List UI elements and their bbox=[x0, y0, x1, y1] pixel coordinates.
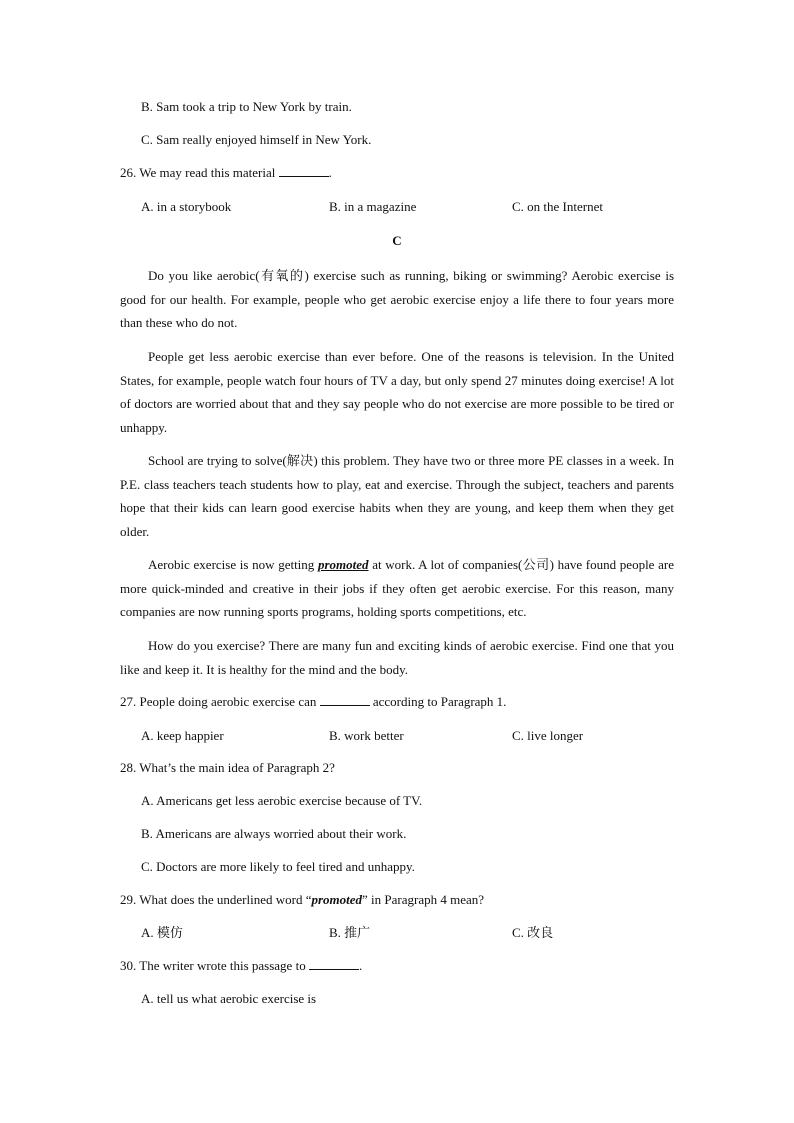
q25-option-c: C. Sam really enjoyed himself in New York. bbox=[141, 132, 372, 147]
p4-text-after: at work. A lot of companies(公司) have found people are more quick-minded and creative in their jobs if they often get aerobic exercise. For this reason, many companies are now running sports programs, holding sports competitions, etc. bbox=[120, 557, 674, 619]
p4-text-before: Aerobic exercise is now getting bbox=[148, 557, 318, 572]
q27-stem-after: according to Paragraph 1. bbox=[372, 694, 507, 709]
passage-paragraph-5: How do you exercise? There are many fun and exciting kinds of aerobic exercise. Find one that you like and keep it. It is healthy for the mind and the body. bbox=[120, 638, 674, 677]
q28-option-a: A. Americans get less aerobic exercise because of TV. bbox=[141, 793, 423, 808]
q29-keyword-promoted: promoted bbox=[311, 892, 363, 907]
section-heading: C bbox=[392, 233, 402, 248]
q29-option-c: C. 改良 bbox=[512, 925, 554, 940]
q26-stem-text: 26. We may read this material bbox=[120, 165, 276, 180]
p4-keyword-promoted: promoted bbox=[317, 557, 369, 572]
q30-blank bbox=[309, 958, 359, 970]
q29-option-a: A. 模仿 bbox=[141, 925, 183, 940]
q28-option-b: B. Americans are always worried about their work. bbox=[141, 826, 407, 841]
passage-paragraph-2: People get less aerobic exercise than ever before. One of the reasons is television. In the United States, for example, people watch four hours of TV a day, but only spend 27 minutes doing exercise! A lot of doctors are worried about that and they say people who do not exercise are more possible to be tired or unhappy. bbox=[120, 349, 674, 435]
q26-option-c: C. on the Internet bbox=[512, 199, 603, 214]
q26-option-a: A. in a storybook bbox=[141, 199, 232, 214]
q26-option-b: B. in a magazine bbox=[329, 199, 417, 214]
q29-stem bbox=[120, 892, 484, 908]
q30-stem bbox=[120, 958, 362, 974]
q27-option-a: A. keep happier bbox=[141, 728, 224, 743]
q26-blank bbox=[279, 165, 329, 177]
passage-paragraph-3: School are trying to solve(解决) this problem. They have two or three more PE classes in a week. In P.E. class teachers teach students how to play, eat and exercise. Through the subject, teachers and parents hope that their kids can learn good exercise habits when they are young, and keep them when they get older. bbox=[120, 453, 674, 539]
q27-option-c: C. live longer bbox=[512, 728, 584, 743]
q27-stem bbox=[120, 694, 506, 710]
q26-stem bbox=[120, 165, 332, 181]
q30-stem-end: . bbox=[358, 958, 363, 973]
q25-option-b: B. Sam took a trip to New York by train. bbox=[141, 99, 352, 114]
q27-option-b: B. work better bbox=[329, 728, 404, 743]
q27-stem-before: 27. People doing aerobic exercise can bbox=[120, 694, 317, 709]
q30-stem-text: 30. The writer wrote this passage to bbox=[120, 958, 306, 973]
q29-stem-after: ” in Paragraph 4 mean? bbox=[362, 892, 485, 907]
q29-stem-before: 29. What does the underlined word “ bbox=[120, 892, 312, 907]
q27-blank bbox=[320, 694, 370, 706]
passage-paragraph-4 bbox=[120, 553, 674, 624]
q28-stem: 28. What’s the main idea of Paragraph 2? bbox=[120, 760, 335, 775]
passage-paragraph-1: Do you like aerobic(有氧的) exercise such as running, biking or swimming? Aerobic exercise is good for our health. For example, people who get aerobic exercise enjoy a life there to four years more than these who do not. bbox=[120, 268, 674, 330]
q30-option-a: A. tell us what aerobic exercise is bbox=[141, 991, 317, 1006]
q29-option-b: B. 推广 bbox=[329, 925, 371, 940]
q28-option-c: C. Doctors are more likely to feel tired and unhappy. bbox=[141, 859, 415, 874]
q26-stem-end: . bbox=[328, 165, 332, 180]
